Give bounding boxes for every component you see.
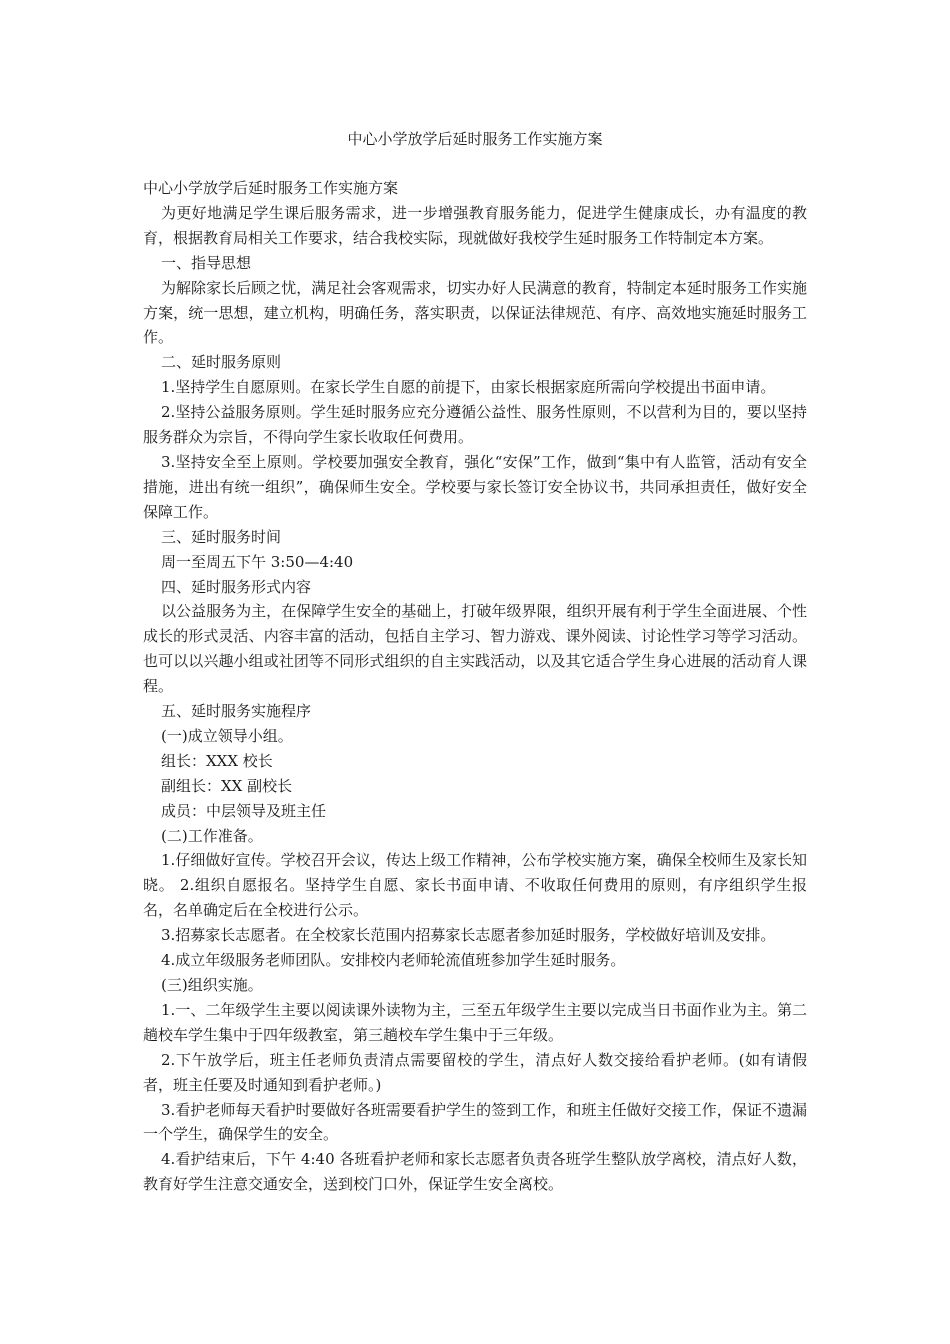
paragraph: 以公益服务为主，在保障学生安全的基础上，打破年级界限，组织开展有利于学生全面进展、个性成长的形式灵活、内容丰富的活动，包括自主学习、智力游戏、课外阅读、讨论性学习等学习活动。也可以以兴趣小组或社团等不同形式组织的自主实践活动，以及其它适合学生身心进展的活动育人课程。 (143, 602, 807, 696)
paragraph: 三、延时服务时间 (161, 527, 282, 546)
paragraph: 4.看护结束后，下午 4:40 各班看护老师和家长志愿者负责各班学生整队放学离校，清点好人数，教育好学生注意交通安全，送到校门口外，保证学生安全离校。 (143, 1150, 807, 1194)
paragraph: 1.一、二年级学生主要以阅读课外读物为主，三至五年级学生主要以完成当日书面作业为主。第二趟校车学生集中于四年级教室，第三趟校车学生集中于三年级。 (143, 1000, 807, 1044)
paragraph: 1.坚持学生自愿原则。在家长学生自愿的前提下，由家长根据家庭所需向学校提出书面申请。 (161, 378, 776, 397)
paragraph: (一)成立领导小组。 (161, 726, 293, 745)
paragraph: 一、指导思想 (161, 253, 252, 272)
document-body (143, 176, 807, 1197)
paragraph: 1.仔细做好宣传。学校召开会议，传达上级工作精神，公布学校实施方案，确保全校师生及家长知晓。 2.组织自愿报名。坚持学生自愿、家长书面申请、不收取任何费用的原则，有序组织学生报名，名单确定后在全校进行公示。 (143, 851, 807, 920)
paragraph: 3.坚持安全至上原则。学校要加强安全教育，强化“安保”工作，做到“集中有人监管，活动有安全措施，进出有统一组织”，确保师生安全。学校要与家长签订安全协议书，共同承担责任，做好安全保障工作。 (143, 452, 807, 521)
paragraph: 3.看护老师每天看护时要做好各班需要看护学生的签到工作，和班主任做好交接工作，保证不遗漏一个学生，确保学生的安全。 (143, 1100, 807, 1144)
paragraph: 周一至周五下午 3:50—4:40 (161, 552, 354, 571)
paragraph: (二)工作准备。 (161, 826, 263, 845)
paragraph: 3.招募家长志愿者。在全校家长范围内招募家长志愿者参加延时服务，学校做好培训及安排。 (161, 926, 776, 945)
paragraph: 二、延时服务原则 (161, 353, 282, 372)
document-title: 中心小学放学后延时服务工作实施方案 (347, 130, 603, 148)
paragraph: 成员：中层领导及班主任 (161, 801, 327, 820)
paragraph: 组长：XXX 校长 (161, 751, 273, 770)
paragraph: 四、延时服务形式内容 (161, 577, 312, 596)
paragraph: (三)组织实施。 (161, 976, 263, 994)
paragraph: 2.坚持公益服务原则。学生延时服务应充分遵循公益性、服务性原则，不以营利为目的，要以坚持服务群众为宗旨，不得向学生家长收取任何费用。 (143, 403, 807, 447)
paragraph: 为解除家长后顾之忧，满足社会客观需求，切实办好人民满意的教育，特制定本延时服务工作实施方案，统一思想，建立机构，明确任务，落实职责，以保证法律规范、有序、高效地实施延时服务工作。 (143, 278, 807, 347)
paragraph: 五、延时服务实施程序 (161, 702, 312, 721)
paragraph: 为更好地满足学生课后服务需求，进一步增强教育服务能力，促进学生健康成长，办有温度的教育，根据教育局相关工作要求，结合我校实际，现就做好我校学生延时服务工作特制定本方案。 (143, 203, 807, 247)
paragraph: 中心小学放学后延时服务工作实施方案 (143, 179, 399, 197)
paragraph: 4.成立年级服务老师团队。安排校内老师轮流值班参加学生延时服务。 (161, 951, 626, 970)
paragraph: 副组长：XX 副校长 (161, 776, 293, 795)
paragraph: 2.下午放学后，班主任老师负责清点需要留校的学生，清点好人数交接给看护老师。(如有请假者，班主任要及时通知到看护老师。) (143, 1050, 807, 1094)
